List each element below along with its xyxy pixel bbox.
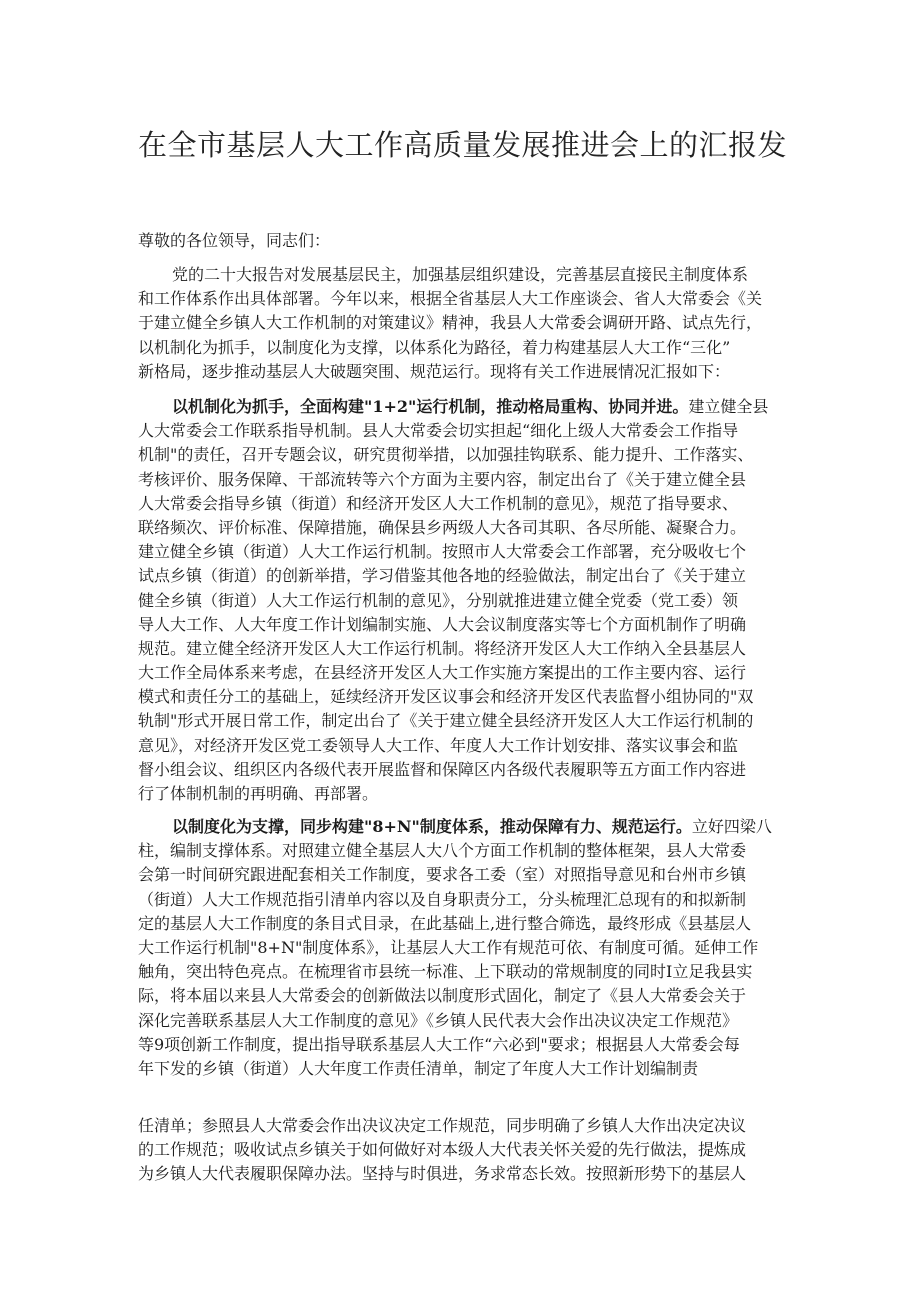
text-line: 以机制化为抓手，以制度化为支撑，以体系化为路径，着力构建基层人大工作“三化”: [138, 337, 731, 357]
text-line: 会第一时间研究跟进配套相关工作制度，要求各工委（室）对照指导意见和台州市乡镇: [138, 865, 747, 885]
text-line: 党的二十大报告对发展基层民主，加强基层组织建设，完善基层直接民主制度体系: [172, 265, 749, 284]
text-line: 大工作运行机制"8+N"制度体系》，让基层人大工作有规范可依、有制度可循。延伸工作: [138, 937, 759, 957]
document-title: 在全市基层人大工作高质量发展推进会上的汇报发: [138, 128, 788, 162]
text-line: 际，将本届以来县人大常委会的创新做法以制度形式固化，制定了《县人大常委会关于: [138, 986, 747, 1006]
paragraph-intro: [138, 263, 798, 384]
salutation: 尊敬的各位领导，同志们：: [138, 231, 331, 250]
text-line: 大工作全局体系来考虑，在县经济开发区人大工作实施方案提出的工作主要内容、运行: [138, 663, 747, 683]
paragraph-first-line: [138, 395, 798, 419]
text-line: 考核评价、服务保障、干部流转等六个方面为主要内容，制定出台了《关于建立健全县: [138, 469, 747, 489]
text-line: 人大常委会工作联系指导机制。县人大常委会切实担起“细化上级人大常委会工作指导: [138, 421, 739, 441]
text-line: 导人大工作、人大年度工作计划编制实施、人大会议制度落实等七个方面机制作了明确: [138, 614, 747, 634]
text-line: 机制"的责任，召开专题会议，研究贯彻举措，以加强挂钩联系、能力提升、工作落实、: [138, 445, 754, 465]
text-line: 定的基层人大工作制度的条目式目录，在此基础上,进行整合筛选，最终形成《县基层人: [138, 913, 752, 933]
paragraph-mechanism: [138, 395, 798, 806]
text-line: 规范。建立健全经济开发区人大工作运行机制。将经济开发区人大工作纳入全县基层人: [138, 638, 747, 658]
text-line: 人大常委会指导乡镇（街道）和经济开发区人大工作机制的意见》，规范了指导要求、: [138, 493, 739, 513]
text-line: 新格局，逐步推动基层人大破题突围、规范运行。现将有关工作进展情况汇报如下：: [138, 361, 731, 381]
text-line: 建立健全乡镇（街道）人大工作运行机制。按照市人大常委会工作部署，充分吸收七个: [138, 542, 747, 562]
text-line: 行了体制机制的再明确、再部署。: [138, 784, 379, 803]
text-line: 为乡镇人大代表履职保障办法。坚持与时俱进，务求常态长效。按照新形势下的基层人: [138, 1164, 747, 1184]
paragraph-system: [138, 815, 798, 1081]
text-line: 督小组会议、组织区内各级代表开展监督和保障区内各级代表履职等五方面工作内容进: [138, 759, 747, 779]
text-line: 任清单；参照县人大常委会作出决议决定工作规范，同步明确了乡镇人大作出决定决议: [138, 1116, 747, 1135]
text-line: 于建立健全乡镇人大工作机制的对策建议》精神，我县人大常委会调研开路、试点先行，: [138, 313, 763, 333]
text-line: 意见》，对经济开发区党工委领导人大工作、年度人大工作计划安排、落实议事会和监: [138, 735, 739, 755]
text-line: 健全乡镇（街道）人大工作运行机制的意见》，分别就推进建立健全党委（党工委）领: [138, 590, 739, 610]
text-line: 的工作规范；吸收试点乡镇关于如何做好对本级人大代表关怀关爱的先行做法，提炼成: [138, 1140, 747, 1160]
text-line: 和工作体系作出具体部署。今年以来，根据全省基层人大工作座谈会、省人大常委会《关: [138, 289, 763, 309]
text-line: 联络频次、评价标准、保障措施，确保县乡两级人大各司其职、各尽所能、凝聚合力。: [138, 517, 747, 537]
paragraph-first-line-rest: 立好四梁八: [691, 817, 772, 836]
paragraph-first-line: [138, 815, 798, 839]
text-line: 轨制"形式开展日常工作，制定出台了《关于建立健全县经济开发区人大工作运行机制的: [138, 711, 754, 731]
paragraph-first-line-rest: 建立健全县: [688, 397, 769, 416]
text-line: 等9项创新工作制度，提出指导联系基层人大工作“六必到"要求；根据县人大常委会每: [138, 1034, 740, 1054]
paragraph-lead: 以机制化为抓手，全面构建"1+2"运行机制，推动格局重构、协同并进。: [172, 397, 689, 416]
text-line: 模式和责任分工的基础上，延续经济开发区议事会和经济开发区代表监督小组协同的"双: [138, 687, 754, 707]
text-line: 柱，编制支撑体系。对照建立健全基层人大八个方面工作机制的整体框架，县人大常委: [138, 841, 747, 861]
text-line: （街道）人大工作规范指引清单内容以及自身职责分工，分头梳理汇总现有的和拟新制: [138, 889, 747, 909]
text-line: 触角，突出特色亮点。在梳理省市县统一标准、上下联动的常规制度的同时I立足我县实: [138, 962, 753, 982]
text-line: 年下发的乡镇（街道）人大年度工作责任清单，制定了年度人大工作计划编制责: [138, 1058, 699, 1078]
paragraph-lead: 以制度化为支撑，同步构建"8+N"制度体系，推动保障有力、规范运行。: [172, 817, 692, 836]
text-line: 试点乡镇（街道）的创新举措，学习借鉴其他各地的经验做法，制定出台了《关于建立: [138, 566, 747, 586]
text-line: 深化完善联系基层人大工作制度的意见》《乡镇人民代表大会作出决议决定工作规范》: [138, 1010, 739, 1030]
paragraph-continuation: [138, 1114, 798, 1187]
